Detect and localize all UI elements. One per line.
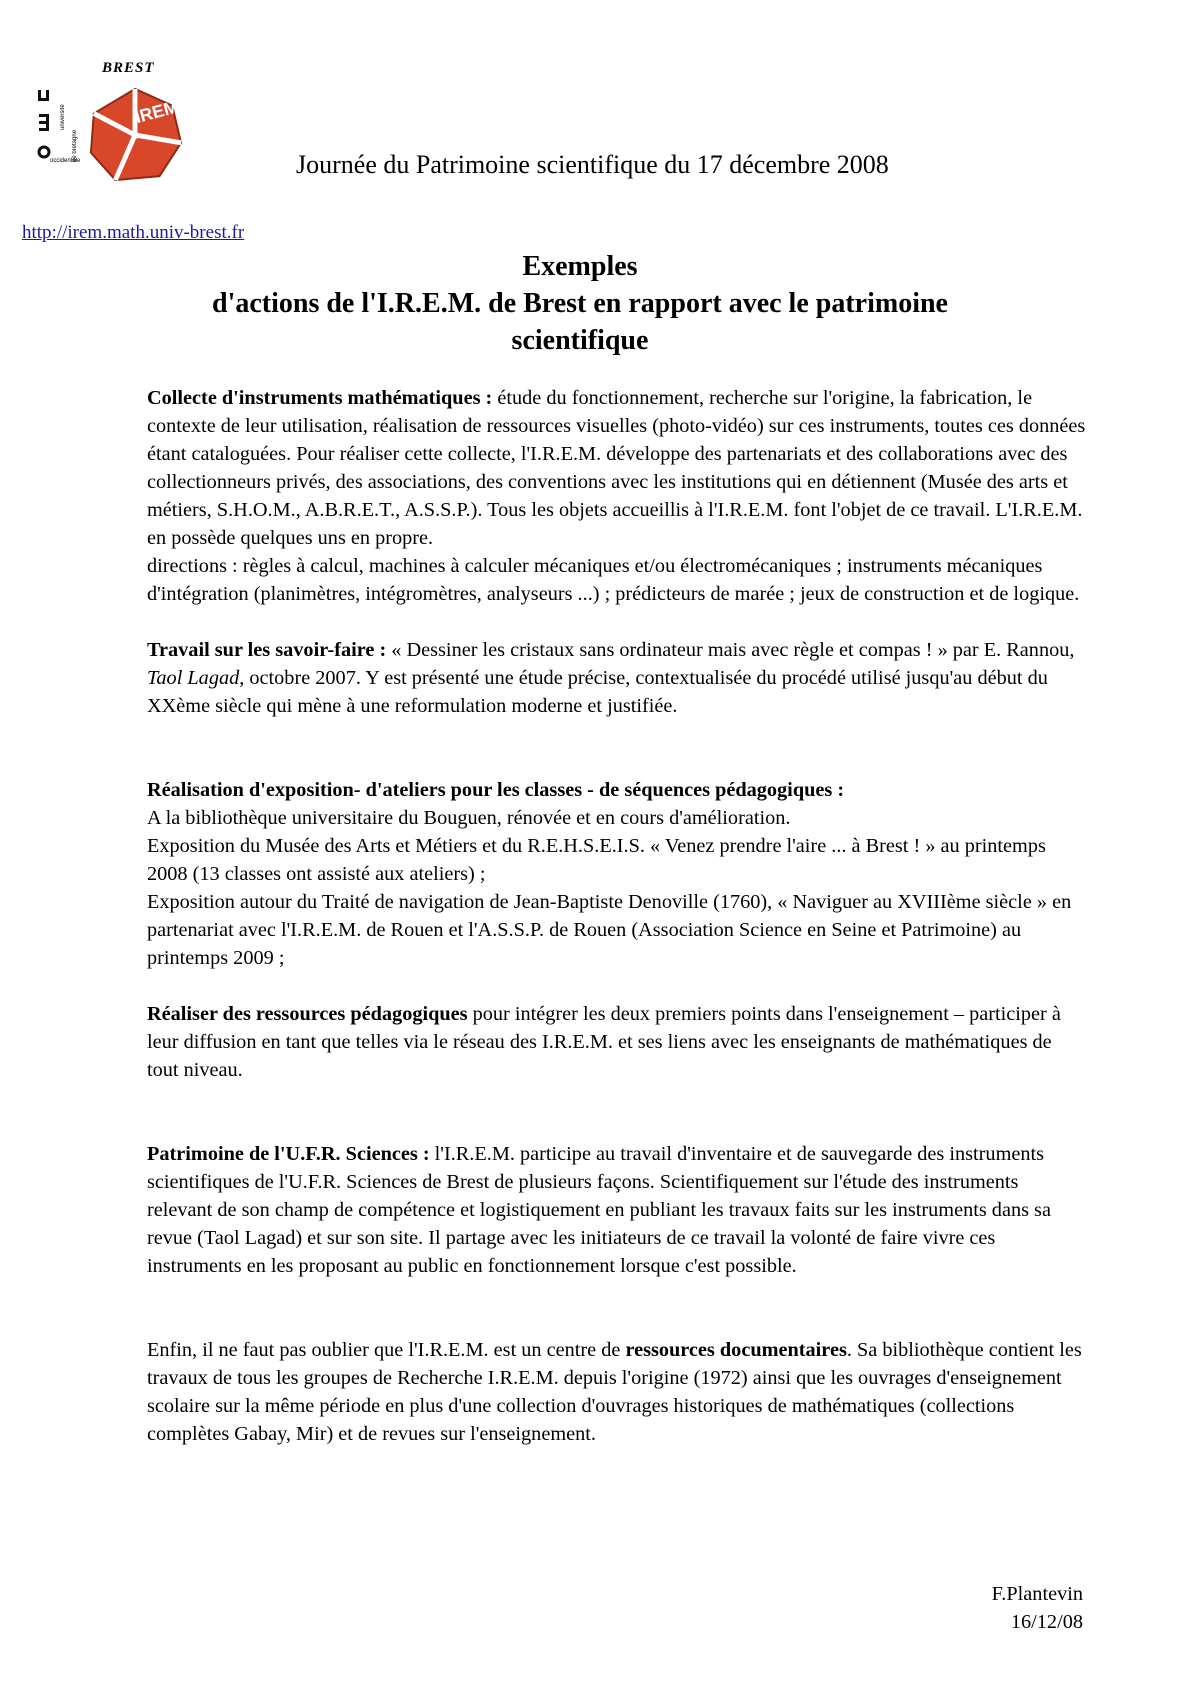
title-line-1: Exemples <box>522 251 638 282</box>
section-line: Exposition autour du Traité de navigation de Jean-Baptiste Denoville (1760), « Naviguer au XVIIIème siècle » en partenariat avec l'I.R.E.M. de Rouen et l'A.S.S.P. de Rouen (Association Science en Seine et Patrimoine) au printemps 2009 ; <box>147 891 1072 969</box>
section-text: , octobre 2007. Y est présenté une étude précise, contextualisée du procédé utilisé jusqu'au début du XXème siècle qui mène à une reformulation moderne et justifiée. <box>147 667 1048 717</box>
section-collecte <box>147 384 1087 552</box>
signature <box>992 1580 1083 1636</box>
section-directions: directions : règles à calcul, machines à calculer mécaniques et/ou électromécaniques ; instruments mécaniques d'intégration (planimètres, intégromètres, analyseurs ...) ; prédicteurs de marée ; jeux de construction et de logique. <box>147 555 1080 605</box>
website-link[interactable]: http://irem.math.univ-brest.fr <box>22 222 245 243</box>
section-patrimoine <box>147 1140 1087 1280</box>
section-heading: Réaliser des ressources pédagogiques <box>147 1003 468 1025</box>
section-heading: Réalisation d'exposition- d'ateliers pour les classes - de séquences pédagogiques : <box>147 779 845 801</box>
univ-line-2: de bretagne <box>72 129 78 162</box>
section-line: A la bibliothèque universitaire du Bouguen, rénovée et en cours d'amélioration. <box>147 807 791 829</box>
emblem-letters: IREM <box>132 96 181 128</box>
section-text: étude du fonctionnement, recherche sur l'origine, la fabrication, le contexte de leur utilisation, réalisation de ressources visuelles (photo-vidéo) sur ces instruments, toutes ces données étant cataloguées. Pour réaliser cette collecte, l'I.R.E.M. développe des partenariats et des collaborations avec des collectionneurs privés, des associations, des conventions avec les institutions qui en détiennent (Musée des arts et métiers, S.H.O.M., A.B.R.E.T., A.S.S.P.). Tous les objets accueillis à l'I.R.E.M. font l'objet de ce travail. L'I.R.E.M. en possède quelques uns en propre. <box>147 387 1086 549</box>
irem-logo <box>36 60 186 190</box>
univ-line-1: université <box>60 104 66 130</box>
event-title: Journée du Patrimoine scientifique du 17 décembre 2008 <box>296 150 889 179</box>
section-text: Enfin, il ne faut pas oublier que l'I.R.E.M. est un centre de <box>147 1339 626 1361</box>
section-heading: Patrimoine de l'U.F.R. Sciences : <box>147 1143 430 1165</box>
irem-circle-emblem <box>86 86 184 184</box>
section-ressources <box>147 1000 1087 1084</box>
logo-brest-text: BREST <box>102 60 155 76</box>
bold-phrase: ressources documentaires <box>625 1339 847 1361</box>
univ-line-3: occidentale <box>50 158 81 164</box>
section-enfin <box>147 1336 1087 1448</box>
title-line-2: d'actions de l'I.R.E.M. de Brest en rapport avec le patrimoine <box>212 288 948 319</box>
section-text: « Dessiner les cristaux sans ordinateur mais avec règle et compas ! » par E. Rannou, <box>386 639 1075 661</box>
title-line-3: scientifique <box>511 325 649 356</box>
signature-date: 16/12/08 <box>1010 1611 1083 1633</box>
page-title <box>120 248 1040 359</box>
section-text: pour intégrer les deux premiers points dans l'enseignement – participer à leur diffusion en tant que telles via le réseau des I.R.E.M. et ses liens avec les enseignants de mathématiques de tout niveau. <box>147 1003 1061 1081</box>
section-line: Exposition du Musée des Arts et Métiers et du R.E.H.S.E.I.S. « Venez prendre l'aire ... à Brest ! » au printemps 2008 (13 classes ont assisté aux ateliers) ; <box>147 835 1046 885</box>
section-heading: Collecte d'instruments mathématiques : <box>147 387 493 409</box>
publication-title: Taol Lagad <box>147 667 240 689</box>
document-body <box>147 384 1087 1448</box>
section-text: l'I.R.E.M. participe au travail d'inventaire et de sauvegarde des instruments scientifiques de l'U.F.R. Sciences de Brest de plusieurs façons. Scientifiquement sur l'étude des instruments relevant de son champ de compétence et logistiquement en publiant les travaux faits sur les instruments dans sa revue (Taol Lagad) et sur son site. Il partage avec les initiateurs de ce travail la volonté de faire vivre ces instruments en les proposant au public en fonctionnement lorsque c'est possible. <box>147 1143 1051 1277</box>
section-heading: Travail sur les savoir-faire : <box>147 639 387 661</box>
signature-name: F.Plantevin <box>991 1583 1083 1605</box>
section-exposition <box>147 776 1087 804</box>
section-savoir-faire <box>147 636 1087 720</box>
section-text: . Sa bibliothèque contient les travaux de tous les groupes de Recherche I.R.E.M. depuis l'origine (1972) ainsi que les ouvrages d'enseignement scolaire sur la même période en plus d'une collection d'ouvrages historiques de mathématiques (collections complètes Gabay, Mir) et de revues sur l'enseignement. <box>147 1339 1082 1445</box>
